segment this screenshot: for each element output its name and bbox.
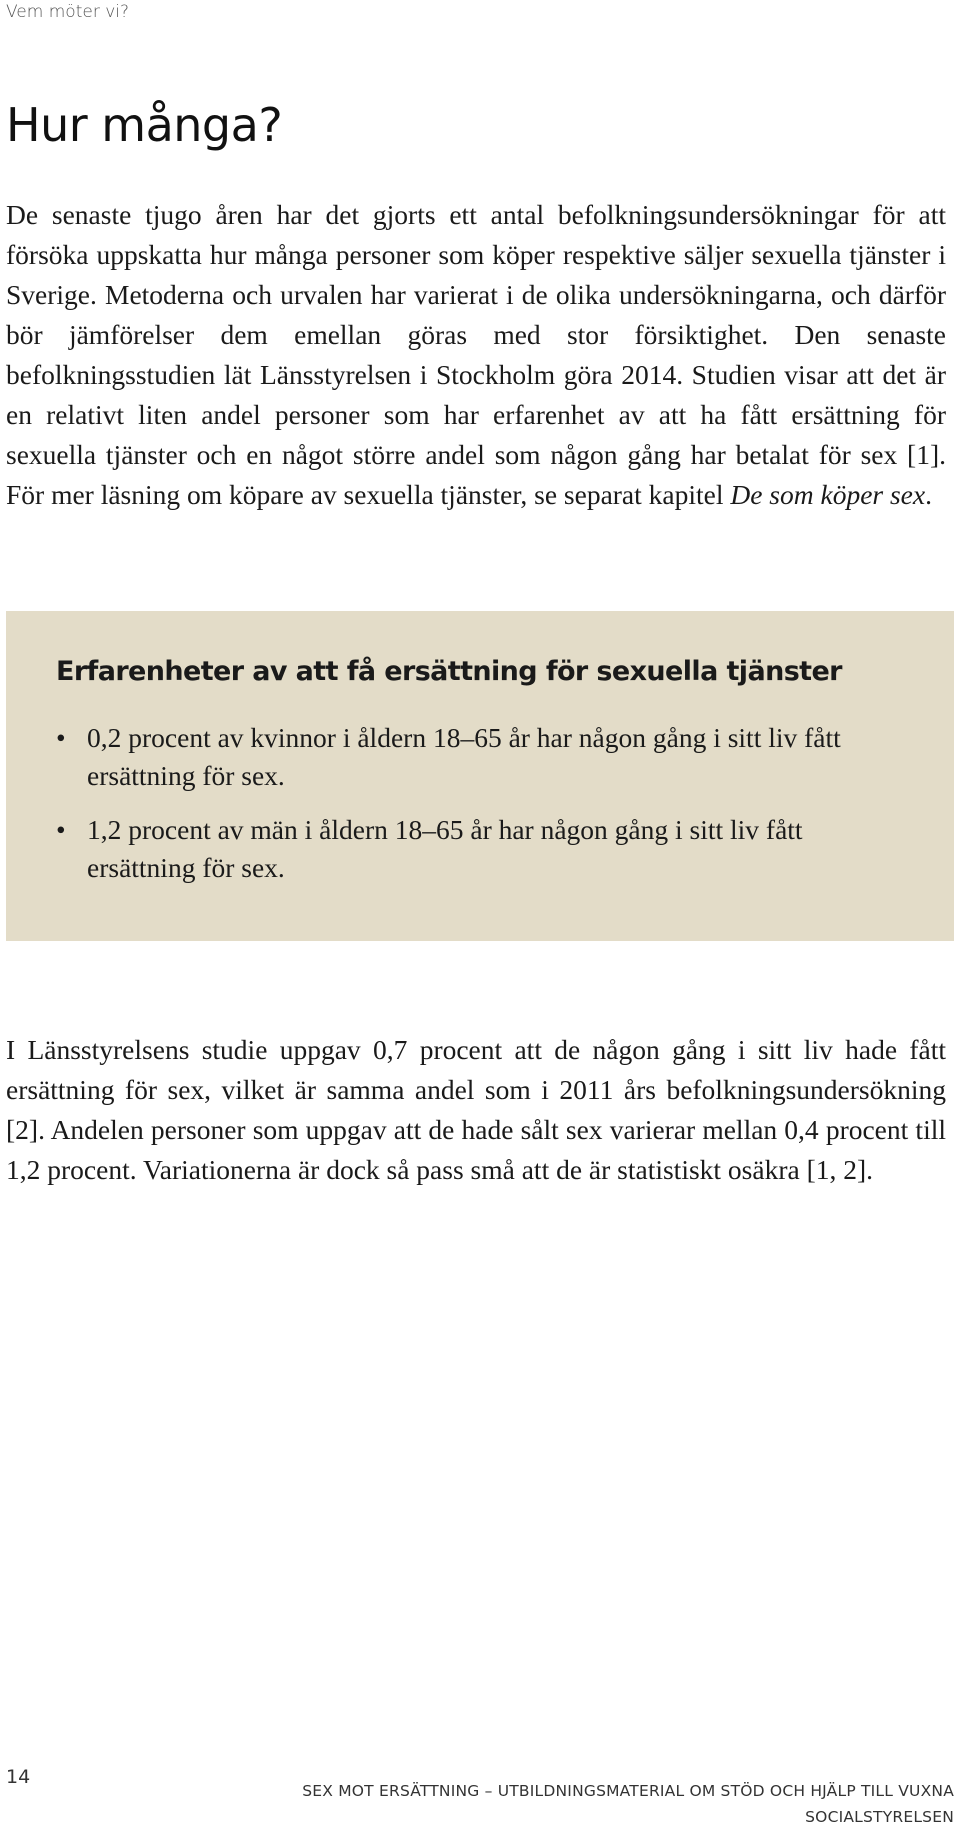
fact-box-list	[56, 719, 876, 903]
fact-box-item-text: 0,2 procent av kvinnor i åldern 18–65 år har någon gång i sitt liv fått ersättning för sex.	[87, 722, 841, 791]
fact-box-title: Erfarenheter av att få ersättning för sexuella tjänster	[56, 656, 842, 687]
chapter-reference: De som köper sex	[730, 479, 926, 510]
intro-paragraph-end: .	[925, 479, 932, 510]
running-header: Vem möter vi?	[6, 2, 130, 22]
page-footer	[302, 1778, 954, 1830]
page-number: 14	[6, 1766, 31, 1788]
study-paragraph: I Länsstyrelsens studie uppgav 0,7 procent att de någon gång i sitt liv hade fått ersättning för sex, vilket är samma andel som i 2011 års befolkningsundersökning [2]. Andelen personer som uppgav att de hade sålt sex varierar mellan 0,4 procent till 1,2 procent. Variationerna är dock så pass små att de är statistiskt osäkra [1, 2].	[6, 1034, 946, 1185]
section-heading: Hur många?	[6, 98, 283, 152]
publisher-name: SOCIALSTYRELSEN	[805, 1808, 954, 1826]
bullet-icon: •	[56, 814, 66, 845]
fact-box-item	[56, 811, 876, 887]
bullet-icon: •	[56, 722, 66, 753]
publication-title: SEX MOT ERSÄTTNING – UTBILDNINGSMATERIAL OM STÖD OCH HJÄLP TILL VUXNA	[302, 1782, 954, 1800]
intro-paragraph-text: De senaste tjugo åren har det gjorts ett antal befolkningsundersökningar för att försöka uppskatta hur många personer som köper respektive säljer sexuella tjänster i Sverige. Metoderna och urvalen har varierat i de olika undersökningarna, och därför bör jämförelser dem emellan göras med stor försiktighet. Den senaste befolkningsstudien lät Länsstyrelsen i Stockholm göra 2014. Studien visar att det är en relativt liten andel personer som har erfarenhet av att ha fått ersättning för sexuella tjänster och en något större andel som någon gång har betalat för sex [1]. För mer läsning om köpare av sexuella tjänster, se separat kapitel	[6, 199, 946, 510]
fact-box-item-text: 1,2 procent av män i åldern 18–65 år har någon gång i sitt liv fått ersättning för sex.	[87, 814, 803, 883]
fact-box-item	[56, 719, 876, 795]
intro-paragraph	[6, 195, 946, 515]
fact-box	[6, 611, 954, 941]
